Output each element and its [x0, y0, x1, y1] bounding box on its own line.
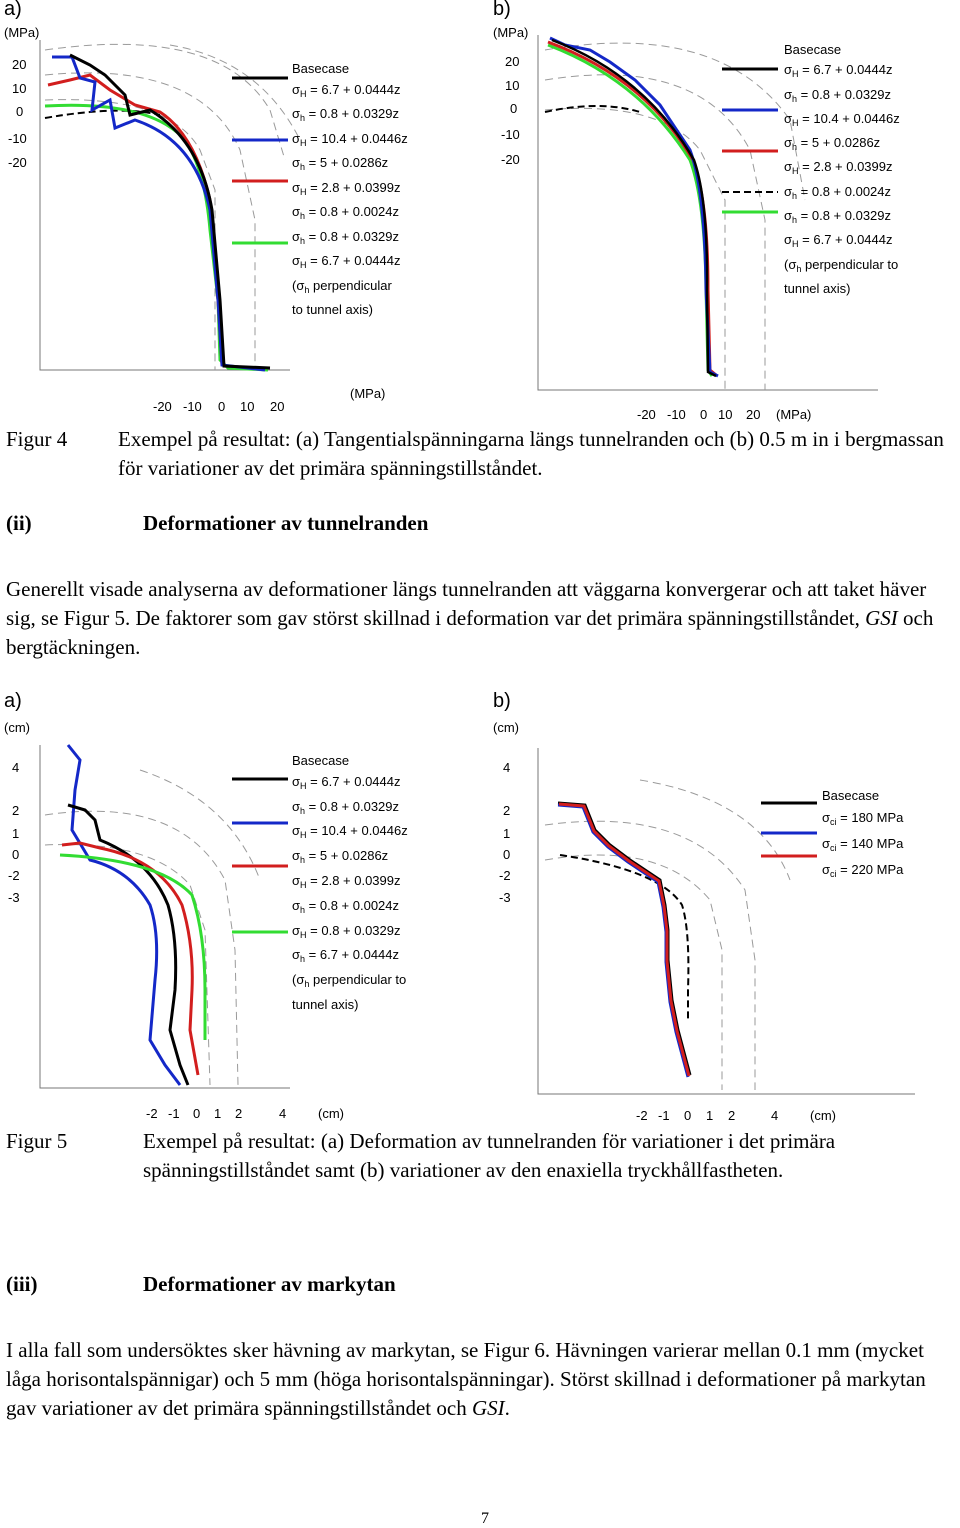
legend-entry: to tunnel axis): [292, 302, 373, 317]
fig5b-ytick: 0: [503, 847, 511, 862]
fig4a-ytick: 20: [12, 57, 27, 72]
page-number: 7: [481, 1510, 489, 1527]
legend-entry: $\sigma_H = 6.7 + 0.0444z$: [292, 81, 401, 99]
legend-entry: $\sigma_{ci} = 140$ MPa: [822, 836, 904, 853]
fig5b-y-unit: (cm): [493, 720, 519, 735]
legend-entry: $\sigma_H = 6.7 + 0.0444z$: [784, 62, 893, 80]
fig4a-panel-label: a): [4, 0, 22, 20]
fig5b-ytick: 4: [503, 760, 511, 775]
fig5a-xtick: 4: [279, 1106, 287, 1121]
legend-entry: $\sigma_H = 2.8 + 0.0399z$: [292, 872, 401, 890]
fig4b-xtick: 0: [700, 407, 708, 422]
fig4b-xtick: -10: [667, 407, 686, 422]
legend-entry: $\sigma_h = 0.8 + 0.0329z$: [292, 798, 400, 816]
fig4a-xtick: 20: [270, 399, 285, 414]
legend-entry: $\sigma_H = 10.4 + 0.0446z$: [292, 823, 408, 841]
fig5a-xtick: 2: [235, 1106, 243, 1121]
fig5b-xtick: 4: [771, 1108, 779, 1123]
fig4b-xtick: 10: [718, 407, 733, 422]
fig5a-ytick: 2: [12, 803, 20, 818]
fig4b-y-unit: (MPa): [493, 25, 529, 40]
legend-entry: Basecase: [292, 61, 350, 76]
fig4a-x-unit: (MPa): [350, 386, 386, 401]
fig4b-ytick: -20: [501, 152, 520, 167]
fig5-caption-label: Figur 5: [6, 1129, 68, 1153]
fig4a-xtick: -10: [183, 399, 202, 414]
legend-entry: $\sigma_h = 0.8 + 0.0024z$: [784, 183, 892, 201]
fig4a-xtick: 10: [240, 399, 255, 414]
fig5a-xtick: -2: [146, 1106, 158, 1121]
fig4a-xtick: 0: [218, 399, 226, 414]
legend-entry: $\sigma_H = 6.7 + 0.0444z$: [292, 253, 401, 270]
fig4a-ytick: 0: [16, 104, 24, 119]
legend-entry: $\sigma_{ci} = 180$ MPa: [822, 810, 904, 827]
fig5a-panel-label: a): [4, 690, 22, 712]
fig4a-xtick: -20: [153, 399, 172, 414]
legend-entry: $\sigma_h = 0.8 + 0.0024z$: [292, 897, 400, 915]
fig5a-x-unit: (cm): [318, 1106, 344, 1121]
section-iii-number: (iii): [6, 1272, 38, 1296]
fig4b-ytick: 0: [510, 101, 518, 116]
fig5a-ytick: 4: [12, 760, 20, 775]
legend-entry: $\sigma_H = 2.8 + 0.0399z$: [784, 159, 893, 177]
legend-entry: $\sigma_h = 0.8 + 0.0024z$: [292, 204, 400, 221]
fig5b-xtick: -1: [658, 1108, 670, 1123]
legend-entry: $\sigma_H = 2.8 + 0.0399z$: [292, 179, 401, 197]
legend-entry: Basecase: [784, 42, 842, 57]
fig4b-ytick: 10: [505, 78, 520, 93]
legend-entry: $\sigma_h = 5 + 0.0286z$: [292, 155, 389, 172]
fig5b-xtick: -2: [636, 1108, 648, 1123]
fig4a-ytick: 10: [12, 81, 27, 96]
fig4-caption-label: Figur 4: [6, 427, 68, 451]
legend-entry: $\sigma_h = 0.8 + 0.0329z$: [292, 106, 400, 123]
fig4b-xtick: 20: [746, 407, 761, 422]
fig5b-xtick: 0: [684, 1108, 692, 1123]
fig5a-xtick: -1: [168, 1106, 180, 1121]
legend-entry: $\sigma_h = 5 + 0.0286z$: [784, 135, 881, 153]
legend-entry: $\sigma_h = 0.8 + 0.0329z$: [784, 208, 892, 226]
legend-entry: $\sigma_h = 0.8 + 0.0329z$: [784, 86, 892, 104]
legend-entry: $\sigma_H = 0.8 + 0.0329z$: [292, 922, 401, 940]
legend-entry: Basecase: [822, 788, 880, 803]
legend-entry: $\sigma_H = 6.7 + 0.0444z$: [292, 773, 401, 791]
fig5b-ytick: 1: [503, 826, 511, 841]
section-iii-body: I alla fall som undersöktes sker hävning av markytan, se Figur 6. Hävningen varierar mellan 0.1 mm (mycket låga horisontalspännigar) och 5 mm (höga horisontalspänningar). Störst skillnad i deformationer på markytan gav variationer av det primära spänningstillståndet och GSI.: [6, 1338, 926, 1420]
legend-entry: Basecase: [292, 753, 350, 768]
legend-entry: ($\sigma_h$ perpendicular: [292, 277, 392, 295]
section-iii-title: Deformationer av markytan: [143, 1272, 396, 1296]
section-ii-number: (ii): [6, 511, 32, 535]
fig4-caption-text: Exempel på resultat: (a) Tangentialspänningarna längs tunnelranden och (b) 0.5 m in i bergmassan för variationer av det primära spänningstillståndet.: [118, 427, 944, 480]
fig4b-ytick: 20: [505, 54, 520, 69]
legend-entry: $\sigma_h = 0.8 + 0.0329z$: [292, 228, 400, 246]
fig5a-ytick: 1: [12, 826, 20, 841]
fig5b-x-unit: (cm): [810, 1108, 836, 1123]
fig5a-ytick: -3: [8, 890, 20, 905]
fig5-caption-text: Exempel på resultat: (a) Deformation av tunnelranden för variationer i det primära spänningstillståndet samt (b) variationer av den enaxiella tryckhållfastheten.: [143, 1129, 836, 1182]
fig5b-xtick: 2: [728, 1108, 736, 1123]
fig5a-xtick: 0: [193, 1106, 201, 1121]
fig4b-xtick: -20: [637, 407, 656, 422]
legend-entry: ($\sigma_h$ perpendicular to: [784, 256, 899, 274]
fig4b-x-unit: (MPa): [776, 407, 812, 422]
fig5a-ytick: -2: [8, 868, 20, 883]
fig5b-xtick: 1: [706, 1108, 714, 1123]
fig4b-panel-label: b): [493, 0, 511, 20]
legend-entry: tunnel axis): [784, 280, 851, 296]
fig5a-y-unit: (cm): [4, 720, 30, 735]
fig5a-ytick: 0: [12, 847, 20, 862]
legend-entry: $\sigma_{ci} = 220$ MPa: [822, 862, 904, 879]
legend-entry: $\sigma_H = 6.7 + 0.0444z$: [784, 232, 893, 250]
legend-entry: $\sigma_h = 6.7 + 0.0444z$: [292, 947, 400, 965]
legend-entry: tunnel axis): [292, 996, 359, 1012]
fig4b-ytick: -10: [501, 127, 520, 142]
section-ii-title: Deformationer av tunnelranden: [143, 511, 429, 535]
fig4a-y-unit: (MPa): [4, 25, 40, 40]
legend-entry: $\sigma_H = 10.4 + 0.0446z$: [292, 130, 408, 148]
fig4a-ytick: -10: [8, 131, 27, 146]
legend-entry: ($\sigma_h$ perpendicular to: [292, 972, 407, 990]
fig5b-ytick: 2: [503, 803, 511, 818]
fig5a-xtick: 1: [214, 1106, 222, 1121]
legend-entry: $\sigma_H = 10.4 + 0.0446z$: [784, 110, 900, 128]
fig5b-panel-label: b): [493, 690, 511, 712]
fig5b-ytick: -3: [499, 890, 511, 905]
fig5b-ytick: -2: [499, 868, 511, 883]
legend-entry: $\sigma_h = 5 + 0.0286z$: [292, 848, 389, 866]
section-ii-body: Generellt visade analyserna av deformationer längs tunnelranden att väggarna konvergerar och att taket häver sig, se Figur 5. De faktorer som gav störst skillnad i deformation var det primära spänningstillståndet, GSI och bergtäckningen.: [6, 577, 934, 659]
fig4a-ytick: -20: [8, 155, 27, 170]
